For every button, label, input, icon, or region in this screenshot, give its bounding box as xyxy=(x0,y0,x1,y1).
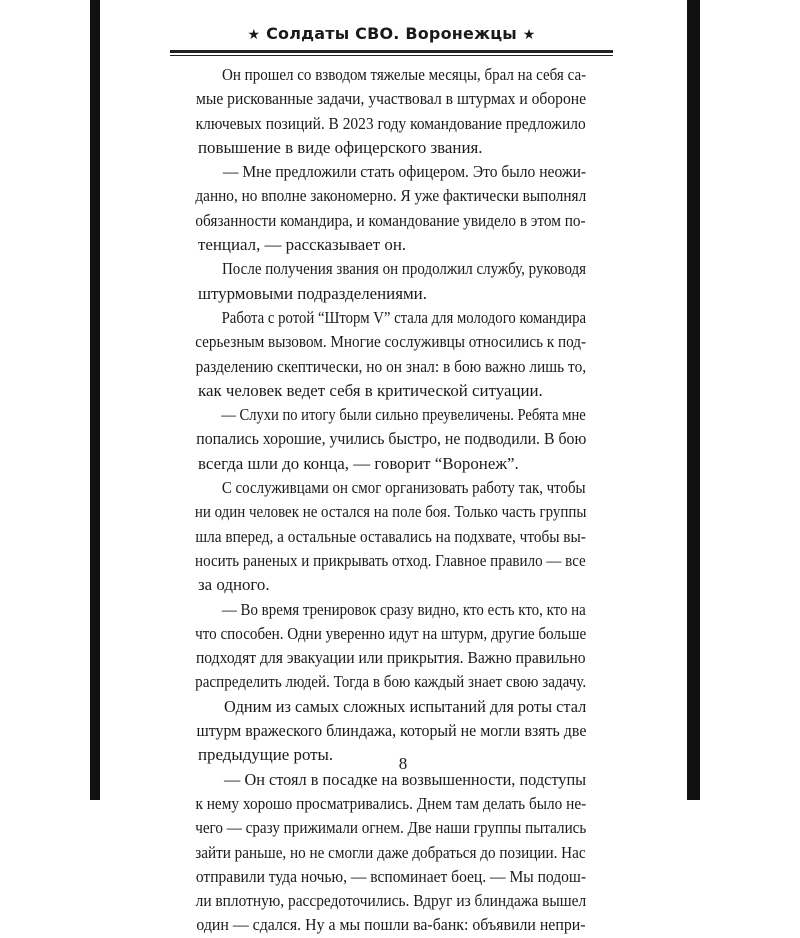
text-line: ни один человек не остался на поле боя. Только часть группы xyxy=(194,502,587,522)
text-line: — Во время тренировок сразу видно, кто есть кто, кто на xyxy=(221,599,586,619)
text-line: Одним из самых сложных испытаний для роты стал xyxy=(224,696,587,716)
paragraph xyxy=(195,598,613,695)
text-line: После получения звания он продолжил службу, руководя xyxy=(221,259,587,279)
star-icon-right: ★ xyxy=(522,27,536,43)
text-line: повышение в виде офицерского звания. xyxy=(198,137,483,157)
paragraph xyxy=(198,257,613,306)
text-line: как человек ведет себя в критической ситуации. xyxy=(198,380,543,400)
text-line: шла вперед, а остальные оставались на подхвате, чтобы вы- xyxy=(195,526,586,546)
text-line: Он прошел со взводом тяжелые месяцы, брал на себя са- xyxy=(222,65,587,84)
paragraph xyxy=(195,160,613,257)
text-line: за одного. xyxy=(198,575,270,595)
text-line: ключевых позиций. В 2023 году командование предложило xyxy=(195,113,586,133)
text-line: носить раненых и прикрывать отход. Главное правило — все xyxy=(195,550,586,570)
text-line: мые рискованные задачи, участвовал в штурмах и обороне xyxy=(195,89,587,109)
text-line: всегда шли до конца, — говорит “Воронеж”. xyxy=(198,453,519,473)
text-line: — Мне предложили стать офицером. Это было неожи- xyxy=(222,162,587,182)
text-line: Работа с ротой “Шторм V” стала для молодого командира xyxy=(221,307,587,327)
book-spine-right xyxy=(687,0,700,800)
paragraph xyxy=(195,63,613,160)
text-line: штурм вражеского блиндажа, который не могли взять две xyxy=(196,721,587,741)
text-line: разделению скептически, но он знал: в бою важно лишь то, xyxy=(195,356,587,376)
body-text xyxy=(194,63,613,938)
paragraph xyxy=(194,476,613,597)
text-line: отправили туда ночью, — вспоминает боец. — Мы подош- xyxy=(195,866,587,886)
paragraph xyxy=(195,768,613,938)
text-line: подходят для эвакуации или прикрытия. Важно правильно xyxy=(195,648,586,668)
text-line: тенциал, — рассказывает он. xyxy=(198,235,407,255)
text-line: серьезным вызовом. Многие сослуживцы относились к под- xyxy=(195,332,587,352)
header-rule-thin xyxy=(170,55,613,56)
text-line: один — сдался. Ну а мы пошли ва-банк: объявили непри- xyxy=(196,915,586,935)
paragraph xyxy=(195,306,613,403)
text-line: обязанности командира, и командование увидело в этом по- xyxy=(195,210,586,230)
running-header xyxy=(170,24,613,43)
book-spine-left xyxy=(90,0,100,800)
text-line: С сослуживцами он смог организовать работу так, чтобы xyxy=(221,478,586,498)
text-line: данно, но вполне закономерно. Я уже фактически выполнял xyxy=(195,186,587,206)
text-line: что способен. Одни уверенно идут на штурм, другие больше xyxy=(195,623,587,643)
text-line: попались хорошие, учились быстро, не подводили. В бою xyxy=(196,429,587,449)
text-line: чего — сразу прижимали огнем. Две наши группы пытались xyxy=(195,818,587,838)
text-line: — Слухи по итогу были сильно преувеличены. Ребята мне xyxy=(221,405,586,425)
paragraph xyxy=(198,403,613,476)
text-line: штурмовыми подразделениями. xyxy=(198,283,427,303)
page-number: 8 xyxy=(398,754,408,773)
running-header-title: Солдаты СВО. Воронежцы xyxy=(266,24,517,43)
text-line: — Он стоял в посадке на возвышенности, подступы xyxy=(224,769,587,789)
text-line: зайти раньше, но не смогли даже добраться до позиции. Нас xyxy=(195,842,586,862)
star-icon-left: ★ xyxy=(247,27,261,43)
text-line: к нему хорошо просматривались. Днем там делать было не- xyxy=(195,793,587,813)
header-rule-thick xyxy=(170,50,613,53)
text-line: предыдущие роты. xyxy=(198,745,334,765)
text-line: ли вплотную, рассредоточились. Вдруг из блиндажа вышел xyxy=(195,891,587,911)
text-line: распределить людей. Тогда в бою каждый знает свою задачу. xyxy=(195,672,587,692)
